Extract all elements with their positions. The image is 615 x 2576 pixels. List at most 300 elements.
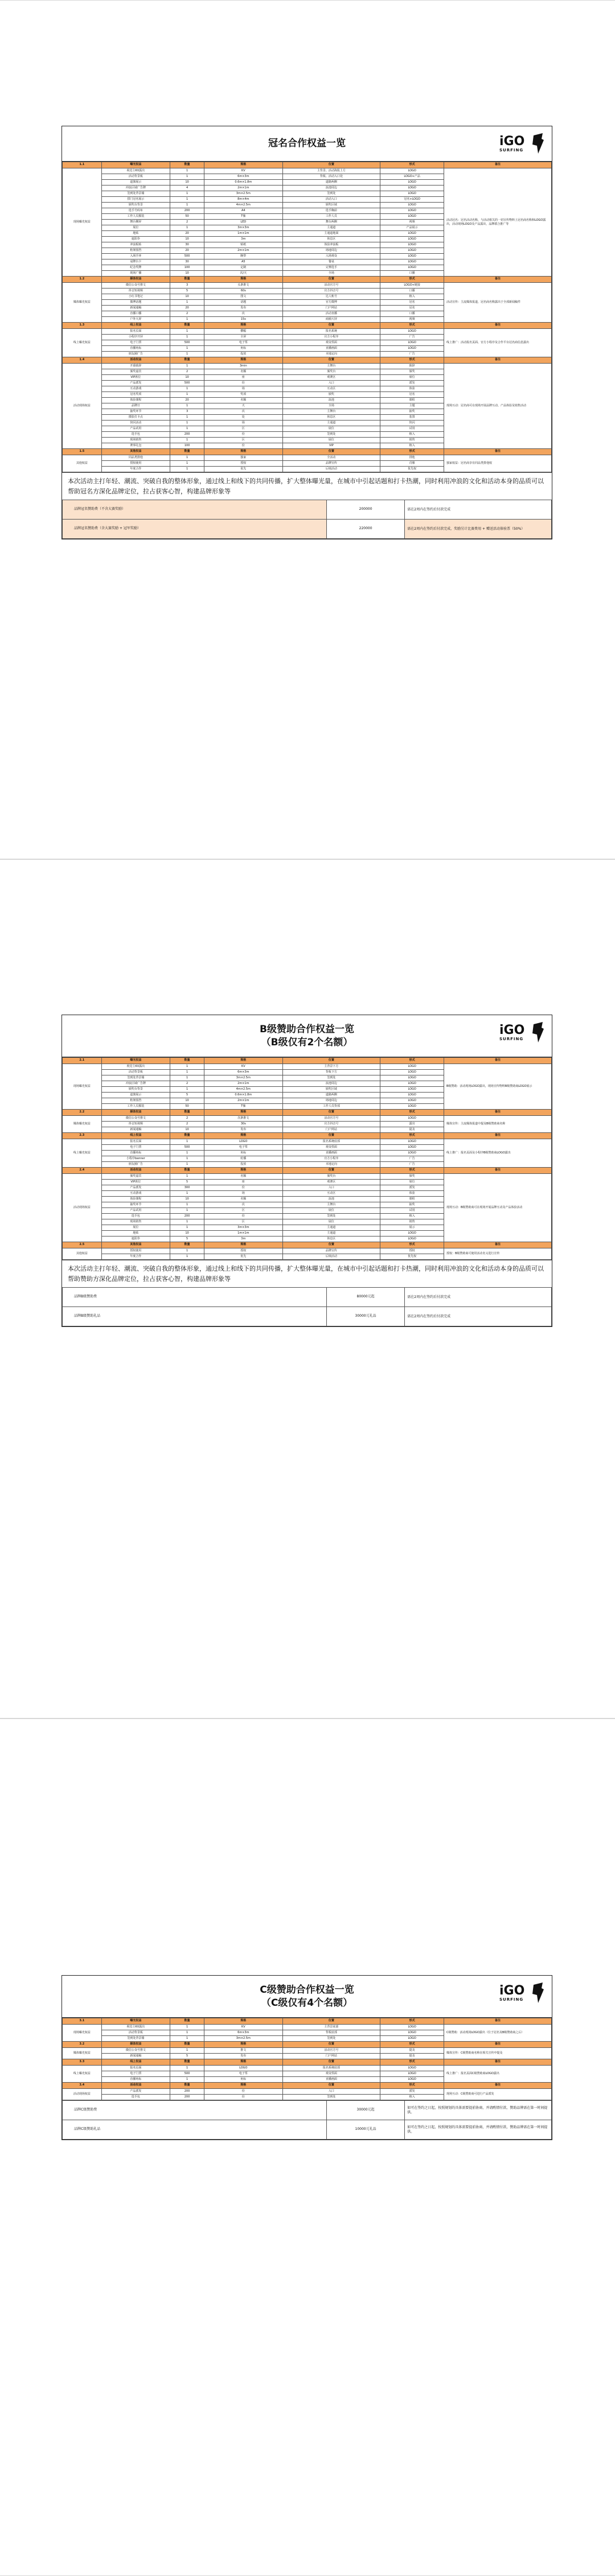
table-cell: LOGO	[380, 214, 444, 220]
table-cell: 3m	[204, 237, 282, 242]
table-cell: 展示	[380, 1225, 444, 1231]
table-cell: 主通道	[282, 421, 380, 426]
table-cell: 主通道	[282, 225, 380, 231]
table-cell: 产品试用	[101, 426, 170, 432]
table-cell: 1	[170, 352, 204, 357]
table-cell: 1	[170, 2077, 204, 2083]
section-header-cell: 位置	[282, 162, 380, 168]
section-header-cell: 位置	[282, 277, 380, 283]
table-cell: 1	[170, 1070, 204, 1075]
category-cell: 线上曝光权益	[63, 1139, 102, 1168]
table-cell: 互动区	[282, 386, 380, 392]
table-cell: 10	[170, 375, 204, 381]
table-cell: 完赛选手	[282, 265, 380, 271]
table-cell: KV	[204, 168, 282, 174]
table-cell: LOGO	[380, 1070, 444, 1075]
table-cell: 活动入口	[282, 197, 380, 203]
table-cell: 签到处	[282, 2095, 380, 2100]
table-cell: 座	[204, 375, 282, 381]
table-cell: 地贴	[101, 231, 170, 237]
table-cell: 广告	[380, 352, 444, 357]
section-header-cell: 数量	[170, 1133, 204, 1139]
table-cell: 主舞台	[282, 1202, 380, 1208]
table-cell: 1	[170, 2066, 204, 2071]
table-cell: 2m×1m	[204, 1098, 282, 1104]
table-cell: 遮阳伞	[101, 237, 170, 242]
table-cell: 发布	[204, 2054, 282, 2059]
table-cell: 品牌宣传	[282, 1248, 380, 1254]
table-cell: 主舞台	[282, 409, 380, 415]
table-cell: 互动区	[282, 1191, 380, 1197]
section-header-cell: 形式	[380, 1110, 444, 1116]
table-cell: 横幅	[204, 329, 282, 335]
table-cell: 选手包	[101, 2095, 170, 2100]
table-cell: 10	[170, 1127, 204, 1133]
table-cell: 植入	[380, 432, 444, 438]
section-header-cell: 位置	[282, 2018, 380, 2025]
table-row	[63, 2066, 552, 2071]
table-cell: 投放	[204, 352, 282, 357]
table-cell: 0.6m×1.8m	[204, 1093, 282, 1098]
table-cell: 1	[170, 1191, 204, 1197]
fee-note: 需在2周内在签约后付款完成	[405, 500, 552, 520]
table-cell: 2	[170, 220, 204, 225]
table-cell: VIP	[282, 443, 380, 449]
table-cell: 活动背景板	[101, 174, 170, 180]
table-cell: 产品试用	[101, 1208, 170, 1214]
table-cell: LOGO	[380, 1064, 444, 1070]
table-row	[63, 455, 552, 461]
sponsorship-sheet-c	[62, 1975, 552, 2140]
table-cell: 提及	[380, 1127, 444, 1133]
table-cell: VIP席位	[101, 375, 170, 381]
table-cell: 视频	[380, 317, 444, 323]
table-cell: 5	[170, 1093, 204, 1098]
table-cell: 小程序banner	[101, 1156, 170, 1162]
table-cell: 份	[204, 1214, 282, 1219]
table-cell: 抖音短视频	[101, 1122, 170, 1127]
note-cell: 独家权益：冠名商享有同品类排他权	[444, 455, 551, 472]
table-cell: LOGO	[380, 1116, 444, 1122]
table-cell: 主舞台	[282, 364, 380, 369]
section-header-cell: 规格	[204, 1242, 282, 1248]
table-cell: 份	[204, 2095, 282, 2100]
table-cell: 产品派发	[101, 2089, 170, 2095]
table-cell: 快闪活动	[101, 421, 170, 426]
table-cell: 话题	[204, 300, 282, 306]
table-cell: 1	[170, 203, 204, 208]
section-header-cell: 数量	[170, 1058, 204, 1064]
table-row	[63, 168, 552, 174]
table-cell: 直播口播	[101, 311, 170, 317]
section-header-cell: 其他权益	[101, 1242, 170, 1248]
table-cell: 纪念奖牌	[101, 265, 170, 271]
table-cell: 次	[204, 409, 282, 415]
table-cell: LOGO	[380, 168, 444, 174]
category-cell: 活动现场权益	[63, 1174, 102, 1242]
table-cell: 6m×3m	[204, 174, 282, 180]
section-header-cell: 数量	[170, 323, 204, 329]
fee-amount: 10000元礼品	[326, 2120, 404, 2140]
section-header-cell: 形式	[380, 162, 444, 168]
table-cell: 报名页面	[101, 329, 170, 335]
table-cell: 1	[170, 197, 204, 203]
fee-amount: 200000	[326, 500, 404, 520]
section-header-cell: 位置	[282, 449, 380, 455]
table-cell: LOGO	[380, 231, 444, 237]
table-cell: 全场	[282, 403, 380, 409]
section-header-cell: 规格	[204, 357, 282, 364]
table-cell: 30s	[204, 1122, 282, 1127]
section-header-cell: 形式	[380, 1133, 444, 1139]
table-cell: 提及	[380, 2054, 444, 2059]
table-cell: 1	[170, 392, 204, 398]
section-header-cell: 规格	[204, 1110, 282, 1116]
table-cell: 后续活动	[282, 1254, 380, 1260]
table-cell: 区	[204, 1208, 282, 1214]
fee-note: 需在2周内在签约后付款完成	[405, 1307, 552, 1326]
table-cell: 30	[170, 259, 204, 265]
table-cell: 5	[170, 2054, 204, 2059]
table-cell: 体验课程	[101, 398, 170, 403]
section-header-cell: 备注	[444, 449, 551, 455]
section-header-row	[63, 1058, 552, 1064]
section-header-cell: 备注	[444, 2018, 551, 2025]
table-cell: 道旗展示	[101, 180, 170, 186]
campaign-description: 本次活动主打年轻、潮流、突破自我的整体形象，通过线上和线下的共同传播，扩大整体曝光量，在城市中引起话题和打卡热潮，同时利用冲浪的文化和活动本身的品质可以帮助赞助方深化品牌定位，拉占获客心智，构建品牌形象等	[62, 1260, 552, 1287]
table-cell: 2	[170, 369, 204, 375]
table-cell: 冠名+LOGO	[380, 197, 444, 203]
table-cell: 后续活动	[282, 467, 380, 472]
table-cell: 3	[170, 283, 204, 288]
table-cell: 朋友圈广告	[101, 1162, 170, 1168]
table-cell: 入口	[282, 2089, 380, 2095]
table-cell: 主背景底部	[282, 2025, 380, 2030]
section-header-row	[63, 323, 552, 329]
table-cell: 500	[170, 2071, 204, 2077]
table-cell: 浪池	[282, 398, 380, 403]
table-cell: 签到处	[282, 1075, 380, 1081]
table-cell: 新闻通稿	[101, 1127, 170, 1133]
table-cell: 优先	[204, 1254, 282, 1260]
table-cell: 舞台两侧	[282, 220, 380, 225]
fee-amount: 30000元礼品	[326, 1307, 404, 1326]
table-cell: 1	[170, 1202, 204, 1208]
category-cell: 现场曝光权益	[63, 1064, 102, 1110]
table-cell: 角标	[204, 346, 282, 352]
section-header-cell: 规格	[204, 2018, 282, 2025]
table-cell: 报名页面	[101, 1139, 170, 1145]
table-cell: 5	[170, 1237, 204, 1242]
table-cell: 互动游戏	[101, 1191, 170, 1197]
table-cell: 直播角标	[101, 346, 170, 352]
section-header-cell: 形式	[380, 323, 444, 329]
section-header-cell: 备注	[444, 1168, 551, 1174]
note-cell: 现场互动：冠名商可在现场开展品牌互动、产品体验及销售活动	[444, 364, 551, 449]
table-cell: LOGO+产品	[380, 174, 444, 180]
section-header-row	[63, 2059, 552, 2066]
table-cell: 1	[170, 1064, 204, 1070]
section-header-cell: 媒体权益	[101, 277, 170, 283]
table-row	[63, 1248, 552, 1254]
table-cell: 微信公众号推文	[101, 1116, 170, 1122]
section-header-cell: 备注	[444, 357, 551, 364]
table-cell: A4	[204, 208, 282, 214]
table-cell: LOGO	[204, 2066, 282, 2071]
igo-surfing-logo: iGO SURFING	[499, 131, 545, 157]
table-cell: 区	[204, 438, 282, 443]
table-cell: 冠名	[380, 392, 444, 398]
table-cell: 1	[170, 1254, 204, 1260]
table-cell: 3min	[204, 364, 282, 369]
table-cell: 颁奖台	[282, 369, 380, 375]
table-cell: 份	[204, 381, 282, 386]
table-cell: 3m×3m	[204, 1225, 282, 1231]
table-cell: 选手号码布	[101, 208, 170, 214]
table-cell: 休息区	[282, 415, 380, 421]
table-cell: 快闪	[380, 421, 444, 426]
table-cell: 1	[170, 403, 204, 409]
table-cell: 3m×3m	[204, 225, 282, 231]
table-cell: 名额	[204, 398, 282, 403]
table-cell: LOGO	[380, 1081, 444, 1087]
table-cell: 视频	[380, 220, 444, 225]
table-cell: LOGO	[380, 242, 444, 248]
table-cell: 广告	[380, 335, 444, 340]
section-header-cell: 规格	[204, 277, 282, 283]
table-cell: 名额	[204, 369, 282, 375]
table-cell: LOGO	[380, 254, 444, 259]
table-cell: 抽奖	[380, 409, 444, 415]
table-cell: 背板底部	[282, 2030, 380, 2036]
table-cell: 植入	[380, 1214, 444, 1219]
section-header-cell: 1.2	[63, 277, 102, 283]
table-cell: T恤	[204, 1104, 282, 1110]
table-cell: 处	[204, 415, 282, 421]
table-cell: 10	[170, 180, 204, 186]
section-header-row	[63, 162, 552, 168]
section-header-cell: 数量	[170, 1242, 204, 1248]
table-cell: 授权	[204, 1248, 282, 1254]
table-cell: 活动官方号	[282, 1116, 380, 1122]
table-cell: 1m×1m	[204, 231, 282, 237]
table-cell: 电子票	[204, 2071, 282, 2077]
table-cell: 现场销售	[101, 438, 170, 443]
table-cell: 角标	[204, 2077, 282, 2083]
table-cell: 区	[204, 1219, 282, 1225]
table-cell: 1	[170, 461, 204, 467]
table-cell: 官方微博	[282, 300, 380, 306]
table-cell: LOGO	[380, 1075, 444, 1081]
table-cell: 微博话题	[101, 300, 170, 306]
table-cell: 道路两侧	[282, 1093, 380, 1098]
table-cell: LOGO	[380, 1098, 444, 1104]
section-header-cell: 数量	[170, 277, 204, 283]
table-cell: 签到处背景墙	[101, 1075, 170, 1081]
section-header-cell: 形式	[380, 1168, 444, 1174]
table-cell: 颁奖区域	[282, 203, 380, 208]
fee-label: 品牌冠名赞助费（不含大赛奖励）	[63, 500, 327, 520]
table-cell: 地贴	[101, 1231, 170, 1237]
table-cell: 直播画面	[282, 346, 380, 352]
section-header-row	[63, 1168, 552, 1174]
table-cell: 植入	[380, 2095, 444, 2100]
table-cell: 冠名奖项	[101, 392, 170, 398]
table-cell: 20	[170, 231, 204, 237]
table-cell: 新闻通稿	[101, 2054, 170, 2059]
table-cell: 产品展示	[380, 225, 444, 231]
table-cell: 10	[170, 294, 204, 300]
note-cell: B级赞助：活动现场LOGO露出，现场宣传物料B级赞助商LOGO展示	[444, 1064, 551, 1110]
table-cell: LOGO	[380, 1087, 444, 1093]
table-cell: 主背景下方	[282, 1064, 380, 1070]
table-cell: 角标	[204, 1151, 282, 1156]
table-row	[63, 2048, 552, 2054]
table-cell: 露出	[380, 1122, 444, 1127]
table-cell: LOGO	[380, 1104, 444, 1110]
table-cell: 门户网站	[282, 306, 380, 311]
note-cell: 媒体宣传：C级赞助商名称在相关宣传中提及	[444, 2048, 551, 2059]
table-row	[63, 1139, 552, 1145]
table-cell: 优先	[204, 467, 282, 472]
table-cell: 3m	[204, 1237, 282, 1242]
table-cell: 座	[204, 1180, 282, 1185]
table-cell: 1	[170, 168, 204, 174]
table-cell: 名额	[204, 1197, 282, 1202]
table-cell: 报名系统	[282, 329, 380, 335]
igo-surfing-logo: iGO SURFING	[499, 1980, 545, 2006]
table-cell: 200	[170, 432, 204, 438]
page-3	[0, 1718, 615, 2576]
table-cell: 次	[204, 1202, 282, 1208]
table-cell: 入口	[282, 1185, 380, 1191]
section-header-row	[63, 1110, 552, 1116]
table-cell: 体验	[380, 386, 444, 392]
fee-label: 品牌B级赞助费	[63, 1288, 327, 1307]
table-cell: 1	[170, 1162, 204, 1168]
section-header-cell: 位置	[282, 2042, 380, 2048]
table-cell: 全活动	[282, 455, 380, 461]
table-cell: 官方抖音号	[282, 1122, 380, 1127]
table-cell: VIP席位	[101, 1180, 170, 1185]
table-cell: 微信公众号推文	[101, 283, 170, 288]
table-cell: 派发	[380, 381, 444, 386]
table-cell: 1	[170, 346, 204, 352]
table-cell: LOGO	[380, 203, 444, 208]
table-cell: LED	[204, 220, 282, 225]
table-cell: 授权使用	[101, 1248, 170, 1254]
table-cell: 遮阳伞	[101, 1237, 170, 1242]
table-cell: LOGO	[380, 346, 444, 352]
table-cell: 200	[170, 1214, 204, 1219]
benefits-table	[62, 2018, 552, 2100]
table-cell: 200	[170, 2095, 204, 2100]
table-row	[63, 2025, 552, 2030]
table-cell: 颁奖嘉宾	[101, 1174, 170, 1180]
section-header-cell: 备注	[444, 2059, 551, 2066]
section-header-cell: 数量	[170, 1168, 204, 1174]
category-cell: 线上曝光权益	[63, 2066, 102, 2083]
category-cell: 现场曝光权益	[63, 168, 102, 277]
section-header-cell: 曝光权益	[101, 2018, 170, 2025]
table-cell: 场地周边	[282, 1098, 380, 1104]
table-cell: 500	[170, 1145, 204, 1151]
table-row	[63, 364, 552, 369]
section-header-cell: 数量	[170, 449, 204, 455]
fee-note: 如可在签约之日起，按照规划的具体需要提前协商，并请酌情付款，赞助品牌需在第一时间提供。	[405, 2101, 552, 2120]
page-title: 冠名合作权益一览	[268, 138, 346, 150]
table-cell: 活动直播	[282, 311, 380, 317]
section-header-cell: 3.4	[63, 2083, 102, 2089]
table-cell: 500	[170, 340, 204, 346]
table-cell: 优先权	[380, 467, 444, 472]
table-cell: 入口	[282, 381, 380, 386]
table-cell: 10	[170, 1098, 204, 1104]
table-cell: 观众票面	[282, 340, 380, 346]
table-cell: LOGO	[380, 186, 444, 191]
table-cell: 浪池周边	[282, 186, 380, 191]
table-cell: LOGO	[380, 208, 444, 214]
fee-table	[62, 2100, 552, 2140]
table-cell: 入场手环	[101, 254, 170, 259]
table-cell: 销售	[380, 438, 444, 443]
table-cell: 本地定向	[282, 352, 380, 357]
section-header-cell: 数量	[170, 2059, 204, 2066]
table-cell: 背板下方	[282, 1070, 380, 1075]
fee-amount: 30000元起	[326, 2101, 404, 2120]
section-header-cell: 2.1	[63, 1058, 102, 1064]
table-cell: LOGO	[380, 1139, 444, 1145]
table-cell: 报名系统底部	[282, 2066, 380, 2071]
table-cell: 场	[204, 1191, 282, 1197]
fee-label: 品牌C级赞助礼品	[63, 2120, 327, 2140]
table-cell: 头条推文	[204, 283, 282, 288]
table-cell: KV	[204, 2025, 282, 2030]
table-cell: 1	[170, 174, 204, 180]
table-cell: 签到处	[282, 191, 380, 197]
section-header-cell: 1.3	[63, 323, 102, 329]
table-cell: 1	[170, 1248, 204, 1254]
table-cell: LOGO	[380, 191, 444, 197]
table-cell: 1	[170, 317, 204, 323]
table-cell: 致辞	[380, 364, 444, 369]
sponsorship-sheet-b	[62, 1015, 552, 1327]
section-header-cell: 数量	[170, 2083, 204, 2089]
table-cell: 1	[170, 1075, 204, 1081]
table-cell: 新闻通稿	[101, 306, 170, 311]
table-cell: 道路两侧	[282, 180, 380, 186]
section-header-row	[63, 1133, 552, 1139]
section-header-cell: 形式	[380, 277, 444, 283]
table-cell: 1	[170, 225, 204, 231]
table-cell: 桁架围挡	[101, 1098, 170, 1104]
table-cell: LOGO	[380, 248, 444, 254]
table-cell: 口播	[380, 311, 444, 317]
table-cell: 观赛区	[282, 1180, 380, 1185]
table-cell: 派发	[380, 2089, 444, 2095]
table-cell: LOGO+链接	[380, 283, 444, 288]
table-cell: 200	[170, 208, 204, 214]
table-cell: 抖音短视频	[101, 288, 170, 294]
table-cell: 年度合作	[101, 1254, 170, 1260]
table-cell: 休息区	[282, 1237, 380, 1242]
table-cell: 场	[204, 386, 282, 392]
table-cell: 抽奖环节	[101, 409, 170, 415]
table-cell: 直播画面	[282, 1151, 380, 1156]
section-header-cell: 备注	[444, 1242, 551, 1248]
section-header-cell: 备注	[444, 1058, 551, 1064]
table-cell: 20	[170, 306, 204, 311]
